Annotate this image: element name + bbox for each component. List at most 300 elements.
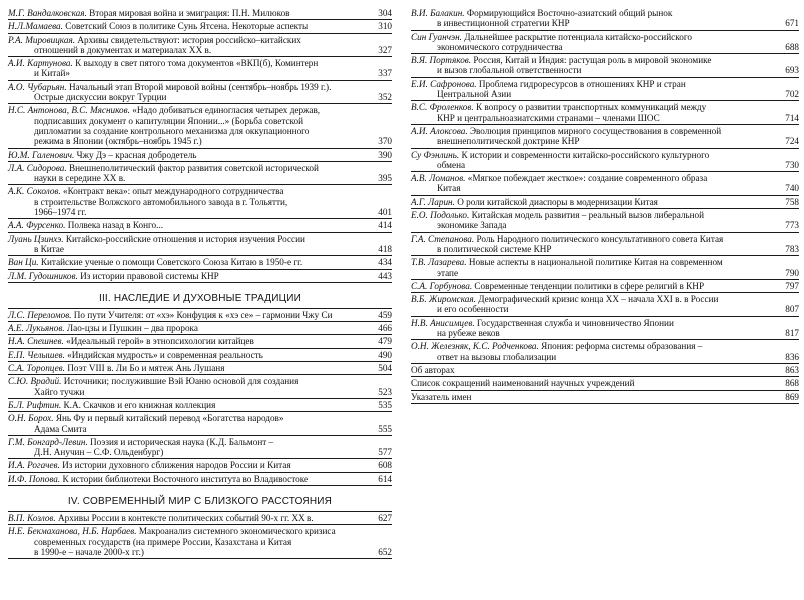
toc-entry-text (8, 526, 372, 557)
toc-entry (8, 81, 392, 105)
toc-entry (411, 391, 799, 404)
toc-entry-author: В.С. Фроленков. (411, 102, 474, 113)
toc-entry-title: Поэзия и историческая наука (К.Д. Бальмонт – (90, 436, 274, 447)
toc-entry-page-number: 370 (378, 136, 392, 147)
toc-entry-page-number: 337 (378, 68, 392, 79)
toc-entry-title: По пути Учителя: от «хэ» Конфуция к «хэ се» – гармонии Чжу Си (73, 309, 333, 320)
toc-section-2-tail (8, 7, 392, 283)
toc-entry-page-number: 555 (378, 423, 392, 434)
toc-entry-first-line (8, 220, 368, 230)
toc-entry-first-line (8, 150, 368, 160)
toc-entry-page-number: 863 (785, 364, 799, 375)
toc-entry (8, 7, 392, 20)
toc-entry-page-number: 868 (785, 378, 799, 389)
toc-entry (8, 399, 392, 412)
toc-entry (411, 31, 799, 55)
toc-entry-author: Луань Цзинхэ. (8, 233, 64, 244)
toc-entry-title-continued: в Китае (34, 243, 64, 254)
toc-entry-title: Государственная служба и чиновничество Японии (476, 317, 674, 328)
toc-entry-page-number: 817 (785, 328, 799, 339)
toc-entry-author: Н.Л.Мамаева. (8, 21, 63, 32)
toc-entry-text (411, 318, 779, 339)
toc-entry-page-number: 869 (785, 391, 799, 402)
toc-entry-first-line (8, 82, 368, 92)
toc-entry-page-number: 434 (378, 257, 392, 268)
toc-entry-title: Начальный этап Второй мировой войны (сентябрь–ноябрь 1939 г.). (68, 81, 332, 92)
toc-entry-page-number: 395 (378, 173, 392, 184)
toc-entry-text (8, 220, 372, 230)
toc-entry-title-continued: и вызов глобальной ответственности (437, 65, 582, 76)
toc-entry-text (8, 21, 372, 31)
toc-entry-text (8, 105, 372, 146)
toc-entry-title: Из истории духовного сближения народов России и Китая (62, 460, 291, 471)
toc-section-4-tail (411, 7, 799, 404)
toc-entry-title: Современные тенденции политики в сфере религий в КНР (474, 280, 705, 291)
section-heading-3: III. НАСЛЕДИЕ И ДУХОВНЫЕ ТРАДИЦИИ (8, 283, 392, 309)
toc-entry (8, 57, 392, 81)
toc-entry-author: Су Фэнлинь. (411, 149, 460, 160)
toc-entry-title-continued: Острые дискуссии вокруг Турции (34, 92, 167, 103)
toc-entry-first-line (8, 21, 368, 31)
toc-entry-author: Л.М. Гудошников. (8, 270, 78, 281)
toc-entry-title-continued: этапе (437, 267, 459, 278)
toc-section-3 (8, 309, 392, 486)
toc-entry (411, 377, 799, 390)
toc-entry-author: А.В. Ломанов. (411, 173, 466, 184)
toc-entry-title: К выходу в свет пятого тома документов «ВКП(б), Коминтерн (75, 58, 319, 69)
toc-entry (8, 473, 392, 486)
toc-entry-first-line (8, 474, 368, 484)
toc-entry-first-line (411, 55, 775, 65)
toc-entry-title: Лао-цзы и Пушкин – два пророка (66, 323, 198, 334)
toc-entry-text (8, 513, 372, 523)
toc-entry-author: Г.А. Степанова. (411, 233, 475, 244)
toc-entry-author: Г.М. Бонгард-Левин. (8, 436, 88, 447)
toc-entry (411, 280, 799, 293)
toc-entry-title-continued: и его особенности (437, 304, 509, 315)
toc-entry-first-line (8, 363, 368, 373)
toc-entry-text (411, 197, 779, 207)
toc-entry-page-number: 577 (378, 447, 392, 458)
toc-entry-text (411, 281, 779, 291)
toc-entry-text (8, 163, 372, 184)
toc-entry-first-line (411, 365, 775, 375)
left-column (8, 7, 392, 559)
toc-entry-title-continued: внешнеполитической доктрине КНР (437, 136, 580, 147)
toc-entry-author: В.Б. Жиромская. (411, 294, 476, 305)
toc-entry-page-number: 724 (785, 136, 799, 147)
toc-entry-title: Россия, Китай и Индия: растущая роль в мировой экономике (473, 55, 712, 66)
toc-entry-author: Н.Е. Бекмаханова, Н.Б. Нарбаев. (8, 526, 137, 537)
toc-entry-title-continued: Д.Н. Анучин – С.Ф. Ольденбург) (34, 447, 164, 458)
toc-entry (411, 54, 799, 78)
toc-entry-first-line (8, 8, 368, 18)
toc-entry-first-line (411, 173, 775, 183)
toc-entry-title: Указатель имен (411, 391, 472, 402)
toc-entry-first-line (8, 513, 368, 523)
toc-entry (411, 101, 799, 125)
toc-entry-text (8, 413, 372, 434)
toc-entry-page-number: 614 (378, 473, 392, 484)
toc-entry-title: О роли китайской диаспоры в модернизации Китая (457, 196, 658, 207)
toc-entry-text (8, 437, 372, 458)
toc-entry-title: Эволюция принципов мирного сосуществования в современной (469, 125, 722, 136)
toc-entry-text (8, 257, 372, 267)
toc-entry-author: В.П. Козлов. (8, 512, 56, 523)
toc-entry-author: Л.А. Сидорова. (8, 162, 67, 173)
toc-entry-text (8, 460, 372, 470)
toc-entry-author: В.И. Балакин. (411, 8, 465, 18)
toc-entry-author: Р.А. Мировицкая. (8, 34, 76, 45)
toc-entry-title: К.А. Скачков и его книжная коллекция (63, 399, 216, 410)
toc-entry-author: С.Ю. Врадий. (8, 376, 62, 387)
toc-entry-text (8, 186, 372, 217)
toc-entry-title: Проблема гидроресурсов в отношениях КНР и стран (478, 78, 686, 89)
toc-entry-author: Ю.М. Галенович. (8, 149, 75, 160)
toc-entry-first-line (8, 400, 368, 410)
toc-entry-title: Вторая мировая война и эмиграция: П.Н. Милюков (89, 8, 290, 18)
toc-entry-author: А.О. Чубарьян. (8, 81, 67, 92)
toc-entry (8, 412, 392, 436)
toc-entry-title-continued: режима в Японии (октябрь–ноябрь 1945 г.) (34, 136, 202, 147)
toc-entry (8, 375, 392, 399)
toc-entry-first-line (8, 323, 368, 333)
toc-entry-author: И.А. Рогачев. (8, 460, 60, 471)
toc-entry (8, 436, 392, 460)
toc-entry-text (411, 378, 779, 388)
toc-entry (8, 335, 392, 348)
toc-entry-text (411, 173, 779, 194)
toc-section-4-head (8, 512, 392, 559)
toc-entry-author: Т.В. Лазарева. (411, 257, 467, 268)
toc-entry (8, 20, 392, 33)
toc-entry-page-number: 352 (378, 92, 392, 103)
toc-entry-title-continued: в строительстве Волжского автомобильного завода в г. Тольятти, (34, 196, 288, 207)
toc-entry-text (411, 341, 779, 362)
toc-entry (411, 196, 799, 209)
toc-entry-page-number: 479 (378, 336, 392, 347)
toc-entry-author: Н.А. Спешнев. (8, 336, 64, 347)
toc-entry (8, 349, 392, 362)
toc-entry-first-line (411, 341, 775, 351)
toc-entry-title-continued: КНР и центральноазиатскими странами – членами ШОС (437, 112, 660, 123)
toc-entry-first-line (8, 186, 368, 196)
toc-entry-title: Поэт VIII в. Ли Бо и мятеж Ань Лушаня (67, 363, 225, 374)
toc-entry-title: Янь Фу и первый китайский перевод «Богатства народов» (55, 413, 284, 424)
toc-entry-text (8, 400, 372, 410)
toc-entry-first-line (8, 413, 368, 423)
toc-entry (411, 149, 799, 173)
toc-entry-text (8, 336, 372, 346)
toc-entry-title-continued: 1966–1974 гг. (34, 207, 87, 218)
toc-entry-text (411, 234, 779, 255)
toc-entry (8, 362, 392, 375)
toc-entry-author: Н.С. Антонова, В.С. Мясников. (8, 105, 130, 116)
toc-entry (8, 219, 392, 232)
toc-entry-text (411, 150, 779, 171)
toc-entry-text (411, 392, 779, 402)
toc-entry-title: Архивы свидетельствуют: история российско–китайских (77, 34, 301, 45)
toc-entry-author: Син Гуанчэн. (411, 31, 462, 42)
toc-entry-first-line (411, 210, 775, 220)
toc-entry-page-number: 327 (378, 44, 392, 55)
toc-entry-first-line (8, 437, 368, 447)
toc-entry-first-line (411, 126, 775, 136)
toc-entry-first-line (8, 58, 368, 68)
toc-entry-text (8, 323, 372, 333)
toc-entry-title: Дальнейшее раскрытие потенциала китайско-российского (464, 31, 692, 42)
toc-entry-page-number: 608 (378, 460, 392, 471)
toc-entry-title: Новые аспекты в национальной политике Китая на современном (468, 257, 723, 268)
toc-entry-text (411, 257, 779, 278)
toc-entry-author: Ван Ци. (8, 257, 39, 268)
toc-entry-title: Демографический кризис конца XX – начала XXI в. в России (478, 294, 719, 305)
toc-entry (411, 7, 799, 31)
toc-entry-text (411, 126, 779, 147)
toc-entry-text (8, 58, 372, 79)
toc-entry-title-continued: Центральной Азии (437, 89, 512, 100)
toc-entry (8, 270, 392, 283)
toc-entry-author: О.Н. Железняк, К.С. Родченкова. (411, 341, 539, 352)
toc-entry-author: Е.П. Челышев. (8, 349, 65, 360)
toc-entry-page-number: 504 (378, 363, 392, 374)
toc-entry-first-line (8, 310, 368, 320)
toc-entry-title: Чжу Дэ – красная добродетель (76, 149, 197, 160)
toc-entry-first-line (411, 102, 775, 112)
toc-entry (8, 104, 392, 148)
toc-entry-page-number: 627 (378, 512, 392, 523)
toc-entry-title: Китайские ученые о помощи Советского Союза Китаю в 1950-е гг. (40, 257, 303, 268)
toc-entry-text (8, 234, 372, 255)
toc-entry-author: А.И. Картунова. (8, 58, 73, 69)
toc-entry-author: В.Я. Портяков. (411, 55, 472, 66)
toc-entry (411, 233, 799, 257)
toc-entry-title-continued: на рубеже веков (437, 328, 500, 339)
toc-entry-page-number: 390 (378, 149, 392, 160)
toc-entry-first-line (8, 234, 368, 244)
toc-entry-title: Роль Народного политического консультативного совета Китая (476, 233, 724, 244)
section-heading-4: IV. СОВРЕМЕННЫЙ МИР С БЛИЗКОГО РАССТОЯНИЯ (8, 486, 392, 512)
toc-entry-title-continued: экономического сотрудничества (437, 41, 563, 52)
toc-entry-page-number: 688 (785, 41, 799, 52)
toc-entry (8, 525, 392, 559)
toc-entry-title-continued: современных государств (на примере России, Казахстана и Китая (34, 536, 292, 547)
right-column (411, 7, 799, 404)
toc-entry-page-number: 740 (785, 183, 799, 194)
toc-entry-first-line (8, 350, 368, 360)
toc-entry-title: «Контракт века»: опыт международного сотрудничества (63, 186, 284, 197)
toc-entry-title-continued: обмена (437, 159, 466, 170)
toc-entry-title-continued: Адама Смита (34, 423, 87, 434)
toc-entry-title: Внешнеполитический фактор развития советской исторической (69, 162, 319, 173)
toc-entry-title-continued: Китая (437, 183, 461, 194)
toc-entry-author: Л.С. Переломов. (8, 309, 72, 320)
toc-entry-author: С.А. Горбунова. (411, 280, 473, 291)
toc-entry (8, 162, 392, 186)
toc-entry-first-line (8, 336, 368, 346)
toc-entry-title: Из истории правовой системы КНР (80, 270, 219, 281)
toc-entry (8, 512, 392, 525)
toc-entry-title-continued: в политической системе КНР (437, 243, 552, 254)
toc-entry (411, 317, 799, 341)
toc-entry-text (411, 102, 779, 123)
toc-entry-text (411, 79, 779, 100)
toc-entry (411, 340, 799, 364)
toc-entry-text (8, 350, 372, 360)
toc-entry-page-number: 466 (378, 323, 392, 334)
toc-entry-author: Б.Л. Рифтин. (8, 399, 62, 410)
toc-entry-author: А.К. Соколов. (8, 186, 61, 197)
toc-entry-first-line (411, 197, 775, 207)
toc-entry-first-line (8, 376, 368, 386)
toc-entry-text (8, 376, 372, 397)
toc-entry-first-line (8, 460, 368, 470)
toc-entry (8, 233, 392, 257)
toc-entry-text (411, 210, 779, 231)
toc-entry (411, 78, 799, 102)
toc-entry-author: О.Н. Борох. (8, 413, 54, 424)
toc-entry-page-number: 836 (785, 351, 799, 362)
toc-entry-title: Источники; послужившие Вэй Юаню основой для создания (63, 376, 299, 387)
toc-entry-first-line (8, 257, 368, 267)
toc-entry-author: А.Е. Лукьянов. (8, 323, 65, 334)
toc-entry-title: К истории и современности китайско-российского культурного (461, 149, 710, 160)
toc-entry-page-number: 414 (378, 220, 392, 231)
toc-entry (8, 459, 392, 472)
toc-entry-page-number: 459 (378, 309, 392, 320)
toc-entry-author: Е.О. Подолько. (411, 210, 470, 221)
toc-entry-author: Н.В. Анисимцев. (411, 317, 475, 328)
toc-entry-page-number: 401 (378, 207, 392, 218)
toc-entry-page-number: 693 (785, 65, 799, 76)
toc-entry-title: «Идеальный герой» в этнопсихологии китайцев (66, 336, 254, 347)
toc-entry-text (8, 363, 372, 373)
toc-entry-author: А.А. Фурсенко. (8, 220, 66, 231)
toc-entry (8, 185, 392, 219)
toc-entry-title: «Индийская мудрость» и современная реальность (67, 349, 263, 360)
toc-entry-text (411, 55, 779, 76)
toc-entry (8, 34, 392, 58)
toc-entry (411, 172, 799, 196)
toc-entry-page-number: 790 (785, 267, 799, 278)
toc-entry-title: «Надо добиваться единогласия четырех держав, (132, 105, 321, 116)
toc-entry-text (8, 310, 372, 320)
toc-entry-page-number: 730 (785, 159, 799, 170)
toc-entry-first-line (8, 526, 368, 536)
toc-entry-text (411, 8, 779, 29)
toc-entry-page-number: 535 (378, 399, 392, 410)
toc-entry-page-number: 652 (378, 546, 392, 557)
toc-entry-first-line (411, 294, 775, 304)
toc-entry-title-continued: экономике Запада (437, 220, 507, 231)
toc-entry-title-continued: дипломатии за создание контрольного механизма для оккупационного (34, 125, 310, 136)
toc-entry-title: К истории библиотеки Восточного института во Владивостоке (62, 473, 309, 484)
toc-entry-page-number: 773 (785, 220, 799, 231)
toc-entry-author: А.Г. Ларин. (411, 196, 455, 207)
toc-entry-first-line (8, 35, 368, 45)
toc-entry-first-line (411, 32, 775, 42)
toc-entry-text (8, 82, 372, 103)
toc-entry-text (8, 150, 372, 160)
toc-entry-text (411, 32, 779, 53)
toc-entry-page-number: 758 (785, 196, 799, 207)
toc-entry-page-number: 304 (378, 8, 392, 18)
toc-entry-page-number: 523 (378, 386, 392, 397)
toc-entry-text (8, 271, 372, 281)
toc-entry-first-line (8, 163, 368, 173)
toc-entry-title: Полвека назад в Конго... (67, 220, 164, 231)
toc-entry-first-line (411, 378, 775, 388)
toc-entry-title-continued: отношений в документах и материалах XX в. (34, 44, 212, 55)
toc-entry-page-number: 702 (785, 89, 799, 100)
toc-entry-title-continued: подписавших документ о капитуляции Японии...» (Борьба советской (34, 115, 304, 126)
toc-entry-title: Япония: реформа системы образования – (541, 341, 703, 352)
toc-entry-first-line (411, 234, 775, 244)
toc-entry-title: Формирующийся Восточно-азиатский общий рынок (466, 8, 673, 18)
toc-entry-first-line (411, 257, 775, 267)
toc-entry-page-number: 671 (785, 18, 799, 29)
toc-entry-first-line (8, 271, 368, 281)
toc-entry-text (411, 294, 779, 315)
toc-entry-page-number: 418 (378, 243, 392, 254)
toc-entry-first-line (411, 150, 775, 160)
toc-entry-text (8, 35, 372, 56)
toc-entry-title: Макроанализ системного экономического кризиса (138, 526, 336, 537)
toc-entry-first-line (411, 318, 775, 328)
toc-entry (411, 125, 799, 149)
toc-entry-title: Китайская модель развития – реальный вызов либеральной (471, 210, 705, 221)
toc-entry-title-continued: и Китай» (34, 68, 70, 79)
toc-entry-title-continued: в 1990-е – начале 2000-х гг.) (34, 546, 144, 557)
toc-entry-title-continued: ответ на вызовы глобализации (437, 351, 557, 362)
toc-entry-text (411, 365, 779, 375)
toc-entry-title: Советский Союз в политике Сунь Ятсена. Некоторые аспекты (65, 21, 309, 32)
toc-entry-author: С.А. Торопцев. (8, 363, 65, 374)
toc-entry-title: Об авторах (411, 364, 455, 375)
toc-entry (411, 364, 799, 377)
toc-entry-title-continued: науки в середине XX в. (34, 173, 126, 184)
toc-entry-author: М.Г. Вандалковская. (8, 8, 87, 18)
toc-entry-page-number: 783 (785, 243, 799, 254)
toc-entry-page-number: 797 (785, 280, 799, 291)
toc-entry-page-number: 714 (785, 112, 799, 123)
toc-entry-first-line (411, 79, 775, 89)
toc-entry (411, 256, 799, 280)
toc-entry-title-continued: Хайго тучжи (34, 386, 85, 397)
toc-entry (8, 322, 392, 335)
toc-entry (411, 209, 799, 233)
toc-entry-first-line (411, 281, 775, 291)
toc-entry-author: А.И. Алоксова. (411, 125, 468, 136)
toc-entry (411, 293, 799, 317)
toc-entry-page-number: 807 (785, 304, 799, 315)
toc-entry (8, 256, 392, 269)
toc-entry (8, 149, 392, 162)
toc-entry-page-number: 443 (378, 270, 392, 281)
toc-entry-first-line (8, 105, 368, 115)
toc-entry (8, 309, 392, 322)
toc-entry-page-number: 310 (378, 21, 392, 32)
toc-entry-text (8, 474, 372, 484)
toc-entry-author: И.Ф. Попова. (8, 473, 61, 484)
toc-entry-first-line (411, 392, 775, 402)
toc-entry-title: К вопросу о развитии транспортных коммуникаций между (475, 102, 707, 113)
toc-entry-title-continued: в инвестиционной стратегии КНР (437, 18, 570, 29)
toc-entry-title: «Мягкое побеждает жесткое»: создание современного образа (467, 173, 708, 184)
toc-entry-title: Список сокращений наименований научных учреждений (411, 378, 635, 389)
toc-entry-text (8, 8, 372, 18)
toc-entry-first-line (411, 8, 775, 18)
